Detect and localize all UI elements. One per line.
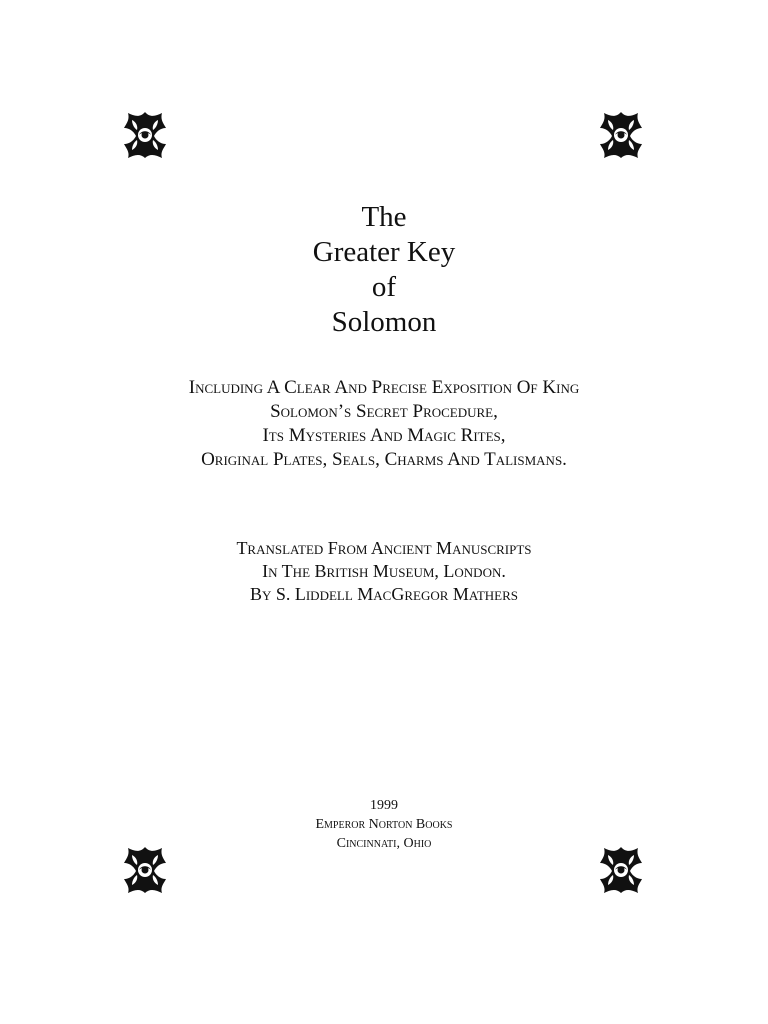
subtitle-line: Solomon’s Secret Procedure, [270, 401, 498, 422]
subtitle [0, 376, 768, 472]
translation-credit [0, 537, 768, 606]
title-line: Greater Key [312, 236, 456, 268]
imprint [0, 796, 768, 853]
subtitle-line: Including A Clear And Precise Exposition Of King [188, 377, 580, 398]
title-line: of [371, 271, 397, 303]
title-line: Solomon [331, 306, 437, 338]
fleuron-ornament-icon [598, 110, 644, 160]
imprint-publisher: Emperor Norton Books [315, 817, 453, 832]
subtitle-line: Its Mysteries And Magic Rites, [262, 425, 506, 446]
fleuron-ornament-icon [122, 110, 168, 160]
translation-line: In The British Museum, London. [262, 561, 506, 581]
imprint-city: Cincinnati, Ohio [336, 836, 432, 851]
page-title [0, 200, 768, 340]
translation-line: By S. Liddell MacGregor Mathers [249, 584, 519, 604]
imprint-year: 1999 [370, 798, 398, 813]
translation-line: Translated From Ancient Manuscripts [236, 538, 532, 558]
title-line: The [361, 201, 407, 233]
subtitle-line: Original Plates, Seals, Charms And Talismans. [201, 449, 567, 470]
